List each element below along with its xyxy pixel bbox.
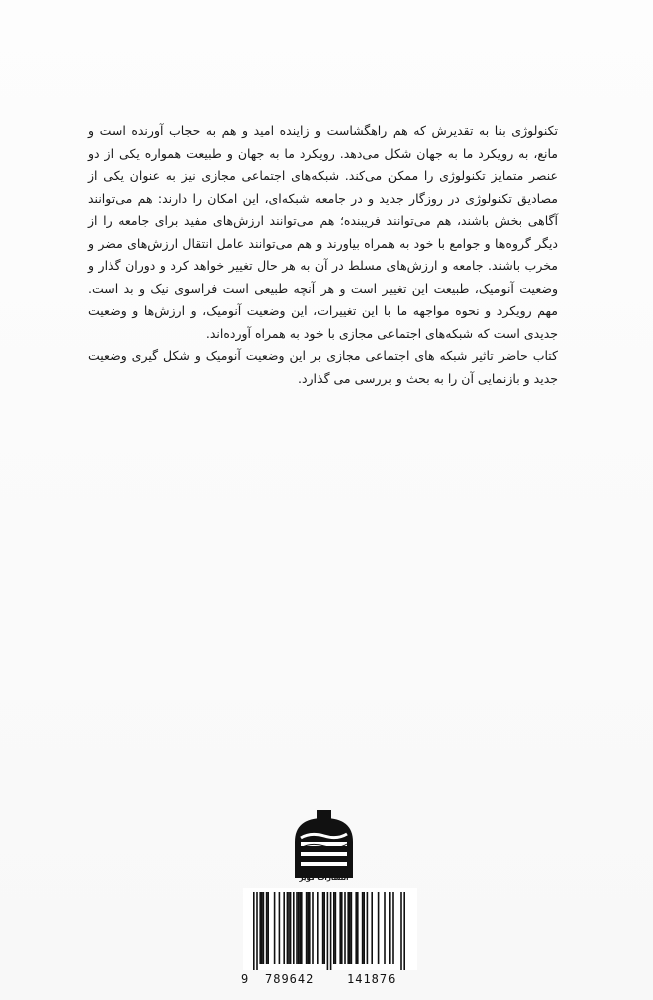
barcode-bar (363, 892, 365, 964)
barcode-bar (403, 892, 405, 970)
barcode-bar (309, 892, 311, 964)
barcode-bar (362, 892, 364, 964)
barcode-bar (261, 892, 263, 964)
barcode-bar (367, 892, 369, 964)
barcode-bar (299, 892, 301, 964)
barcode-bar (317, 892, 319, 964)
barcode-bar (330, 892, 332, 970)
barcode-bar (259, 892, 261, 964)
barcode-bar (283, 892, 285, 964)
barcode-bar (349, 892, 351, 964)
isbn-group-1: 789642 (265, 972, 315, 986)
barcode-bar (351, 892, 353, 964)
barcode-bar (371, 892, 373, 964)
barcode-bar (347, 892, 349, 964)
barcode-bar (290, 892, 292, 964)
barcode-bar (378, 892, 380, 964)
barcode-bar (253, 892, 255, 970)
barcode-bar (307, 892, 309, 964)
barcode-bar (274, 892, 276, 964)
barcode-bar (279, 892, 281, 964)
barcode-bars (243, 888, 417, 970)
barcode-bar (298, 892, 300, 964)
publisher-name: انتشارات کویر (299, 874, 349, 882)
barcode-bar (266, 892, 268, 964)
barcode-bar (263, 892, 265, 964)
barcode-bar (322, 892, 324, 964)
isbn-group-2: 141876 (347, 972, 397, 986)
barcode-bar (339, 892, 341, 964)
barcode-bar (256, 892, 258, 970)
barcode-bar (288, 892, 290, 964)
barcode-bar (327, 892, 329, 970)
blurb-paragraph-2: کتاب حاضر تاثیر شبکه های اجتماعی مجازی بر این وضعیت آنومیک و شکل گیری وضعیت جدید و بازنمایی آن را به بحث و بررسی می گذارد. (88, 348, 558, 386)
barcode-bar (312, 892, 314, 964)
barcode-bar (333, 892, 335, 964)
isbn-lead-digit: 9 (241, 972, 250, 986)
back-cover-blurb (88, 120, 558, 390)
barcode-bar (301, 892, 303, 964)
barcode-bar (335, 892, 337, 964)
barcode-bar (400, 892, 402, 970)
barcode-bar (287, 892, 289, 964)
barcode-bar (357, 892, 359, 964)
barcode-bar (392, 892, 394, 964)
barcode-bar (355, 892, 357, 964)
barcode-bar (323, 892, 325, 964)
barcode-bar (384, 892, 386, 964)
barcode-bar (341, 892, 343, 964)
barcode-bar (344, 892, 346, 964)
barcode-bar (389, 892, 391, 964)
blurb-paragraph-1: تکنولوژی بنا به تقدیرش که هم راهگشاست و زاینده امید و هم به حجاب آورنده است و مانع، به رویکرد ما به جهان شکل می‌دهد. رویکرد ما به جهان و طبیعت همواره یکی از دو عنصر متمایز تکنولوژی را ممکن می‌کند. شبکه‌های اجتماعی مجازی نیز به عنوان یکی از مصادیق تکنولوژی در روزگار جدید و در جامعه شبکه‌ای، این امکان را دارند: هم می‌توانند آگاهی بخش باشند، هم می‌توانند فریبنده؛ هم می‌توانند ارزش‌های مفید برای جامعه را از دیگر گروه‌ها و جوامع با خود به همراه بیاورند و هم می‌توانند عامل انتقال ارزش‌های مضر و مخرب باشند. جامعه و ارزش‌های مسلط در آن به هر حال تغییر خواهد کرد و دوران گذار و وضعیت آنومیک، طبیعت این تغییر است و هر آنچه طبیعی است فراسوی نیک و بد است. مهم رویکرد و نحوه مواجهه ما با این تغییرات، این وضعیت آنومیک، و ارزش‌ها و وضعیت جدیدی است که شبکه‌های اجتماعی مجازی با خود به همراه آورده‌اند. (88, 123, 558, 341)
barcode-bar (296, 892, 298, 964)
barcode-bar (306, 892, 308, 964)
barcode (243, 888, 417, 970)
barcode-bar (267, 892, 269, 964)
barcode-bar (293, 892, 295, 964)
